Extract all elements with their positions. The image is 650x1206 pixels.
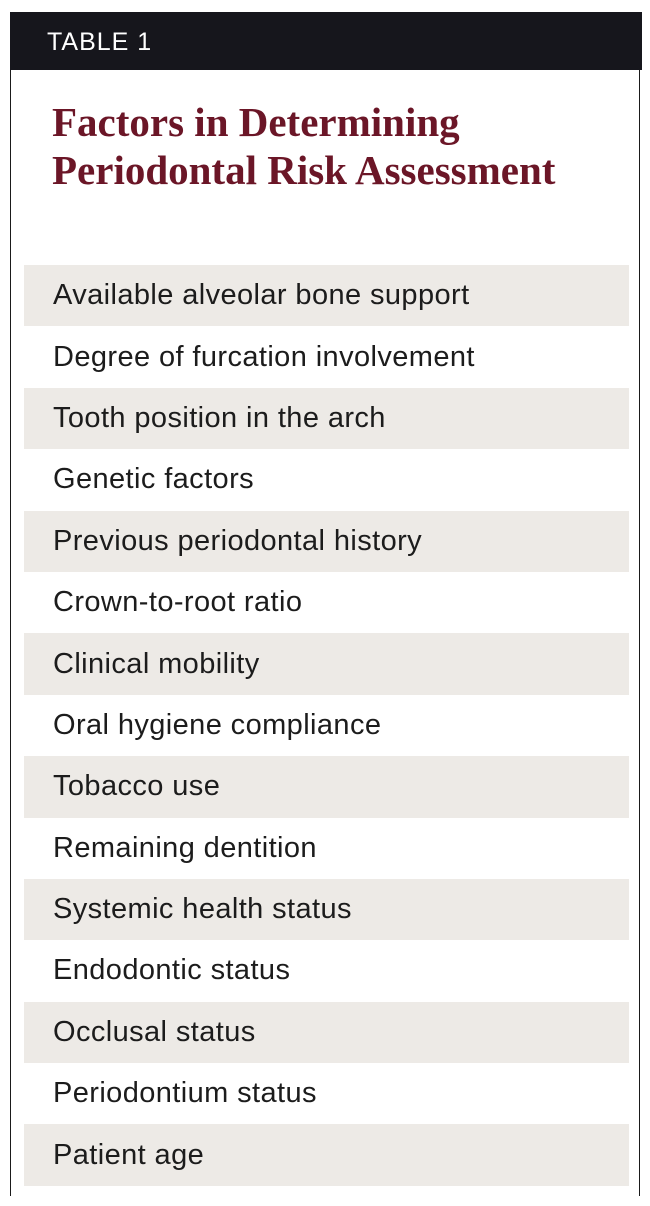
table-row: Remaining dentition xyxy=(53,831,317,864)
table-row: Clinical mobility xyxy=(24,633,629,694)
table-row: Degree of furcation involvement xyxy=(53,340,475,373)
table-label: TABLE 1 xyxy=(47,28,153,56)
table-row: Available alveolar bone support xyxy=(24,265,629,326)
table-row: Periodontium status xyxy=(53,1077,317,1110)
table-header-bar xyxy=(10,12,642,70)
table-row: Endodontic status xyxy=(53,954,291,987)
table-row: Previous periodontal history xyxy=(24,511,629,572)
table-row: Tooth position in the arch xyxy=(24,388,629,449)
table-row: Systemic health status xyxy=(24,879,629,940)
table-row: Crown-to-root ratio xyxy=(53,586,303,619)
table-row: Oral hygiene compliance xyxy=(53,708,382,741)
table-title: Factors in Determining Periodontal Risk Assessment xyxy=(52,99,556,193)
table-row: Genetic factors xyxy=(53,463,255,496)
table-row: Tobacco use xyxy=(24,756,629,817)
table-row: Occlusal status xyxy=(24,1002,629,1063)
table-row: Patient age xyxy=(24,1124,629,1185)
factor-list xyxy=(24,265,629,1186)
table-container xyxy=(10,12,640,1196)
